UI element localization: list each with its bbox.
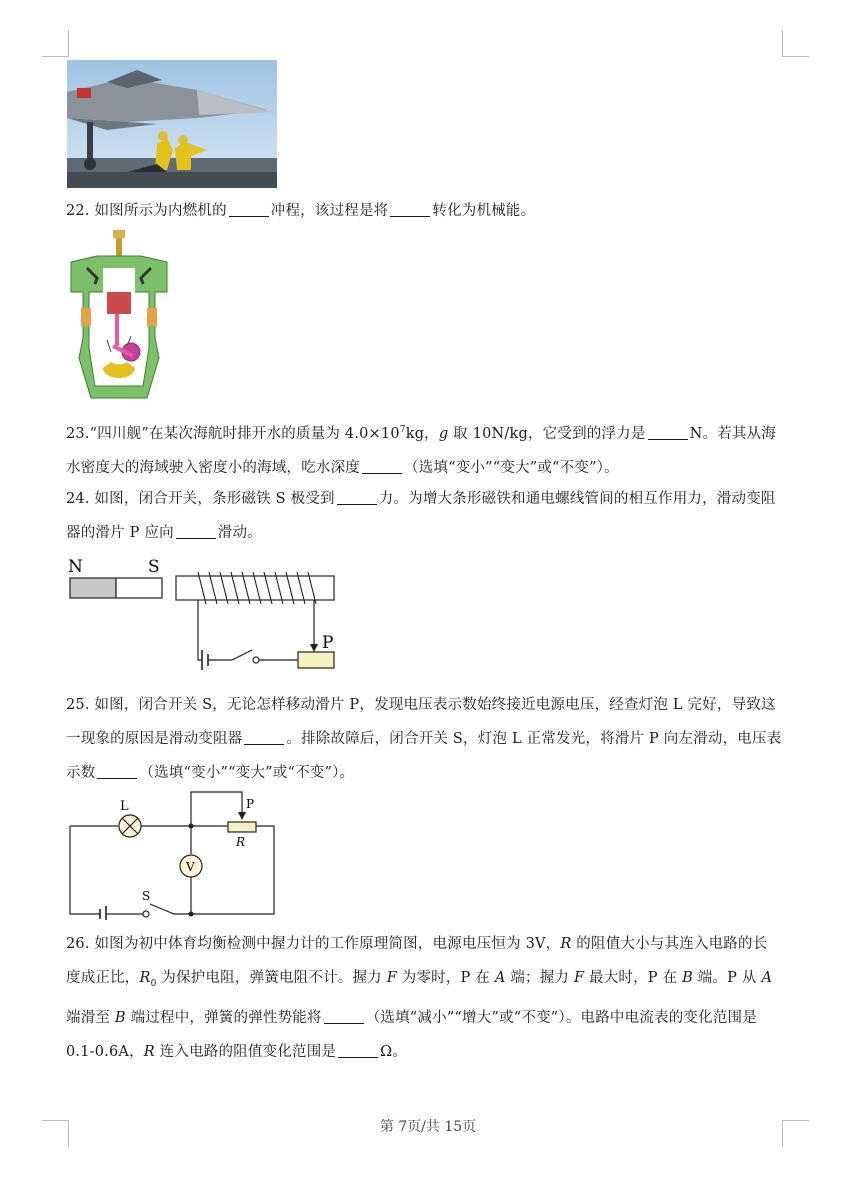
q26-text: 端过程中，弹簧的弹性势能将: [125, 1009, 322, 1026]
q25-text: 25. 如图，闭合开关 S，无论怎样移动滑片 P，发现电压表示数始终接近电源电压，经查灯泡 L 完好，导致这一现象的原因是滑动变阻器: [66, 697, 776, 747]
q23-text: kg，: [405, 425, 439, 442]
q22-text: 22. 如图所示为内燃机的: [66, 203, 227, 219]
q26-text: 端。P 从: [692, 970, 762, 986]
crop-mark-top-right: [782, 30, 809, 57]
variable-b: B: [114, 1009, 126, 1026]
label-r: R: [236, 835, 246, 849]
variable-a: A: [494, 970, 506, 986]
q26-text: 为保护电阻，弹簧电阻不计。握力: [156, 970, 387, 986]
variable-g: g: [438, 425, 449, 442]
label-s: S: [142, 889, 151, 903]
answer-blank[interactable]: [97, 764, 137, 779]
answer-blank[interactable]: [338, 1043, 378, 1058]
exponent: 7: [399, 425, 406, 435]
question-24: [66, 482, 782, 550]
question-23: [66, 413, 782, 485]
variable-a: A: [761, 970, 773, 986]
variable-f: F: [573, 970, 585, 986]
switch-s: [150, 904, 191, 914]
battery: [100, 906, 106, 920]
q24-text: 24. 如图，闭合开关，条形磁铁 S 极受到: [66, 491, 335, 507]
q23-text: 取 10N/kg，它受到的浮力是: [448, 425, 646, 442]
variable-r: R: [143, 1043, 155, 1060]
q26-text: 的阻值大小与其连入电路的长度成正比，: [66, 936, 768, 986]
label-v: V: [186, 860, 195, 874]
magnet-n-pole: [70, 578, 116, 598]
magnet-s-pole: [116, 578, 162, 598]
q22-text: 冲程，该过程是将: [270, 203, 389, 219]
q23-text: （选填“变小”“变大”或“不变”）。: [404, 459, 619, 476]
q25-text: （选填“变小”“变大”或“不变”）。: [139, 765, 355, 781]
q26-text: 为零时，P 在: [396, 970, 495, 986]
q23-text: N。若其从海水密度大的海域驶入密度小的海域，吃水深度: [66, 425, 776, 476]
q26-text: Ω。: [380, 1043, 408, 1060]
slider-arrow: [238, 812, 246, 820]
q26-text: 连入电路的阻值变化范围是: [154, 1043, 337, 1060]
q24-text: 滑动。: [217, 525, 262, 541]
variable-r0: R: [139, 970, 151, 986]
answer-blank[interactable]: [324, 1009, 364, 1024]
answer-blank[interactable]: [244, 730, 284, 745]
variable-f: F: [386, 970, 397, 986]
variable-b: B: [682, 970, 693, 986]
switch: [208, 650, 252, 660]
q25-text: 。排除故障后，闭合开关 S，灯泡 L 正常发光，将滑片 P 向左滑动，电压表示数: [66, 731, 782, 781]
answer-blank[interactable]: [176, 524, 216, 539]
magnet-solenoid-diagram: [66, 554, 340, 676]
q23-text: 23.“四川舰”在某次海航时排开水的质量为 4.0×10: [66, 425, 400, 442]
label-n: N: [68, 557, 83, 577]
question-26: [66, 927, 782, 1069]
q26-text: 端滑至: [66, 1009, 115, 1026]
label-l: L: [120, 799, 129, 814]
rheostat: [298, 652, 334, 668]
q26-text: 26. 如图为初中体育均衡检测中握力计的工作原理简图，电源电压恒为 3V，: [66, 936, 561, 952]
lamp-voltmeter-circuit: [66, 790, 280, 920]
slider-arrow: [310, 644, 318, 652]
answer-blank[interactable]: [362, 459, 402, 474]
page-footer: 第 7页/共 15页: [379, 1119, 477, 1135]
label-s: S: [148, 557, 160, 577]
label-p: P: [246, 797, 255, 811]
answer-blank[interactable]: [229, 202, 269, 217]
solenoid-coil: [198, 572, 316, 604]
question-22: [66, 194, 782, 228]
question-25: [66, 688, 782, 790]
q26-text: （选填“减小”“增大”或“不变”）。电路中电流表的变化范围是 0.1-0.6A，: [66, 1009, 757, 1060]
q26-text: 端；握力: [505, 970, 574, 986]
label-p: P: [322, 633, 334, 653]
rheostat-r: [228, 822, 256, 832]
engine-stroke-diagram: [67, 228, 171, 408]
battery: [202, 650, 208, 670]
q24-text: 力。为增大条形磁铁和通电螺线管间的相互作用力，滑动变阻器的滑片 P 应向: [66, 491, 776, 541]
crop-mark-top-left: [42, 30, 69, 57]
q26-text: 最大时，P 在: [584, 970, 683, 986]
answer-blank[interactable]: [648, 425, 688, 440]
variable-r: R: [560, 936, 572, 952]
subscript-0: 0: [150, 978, 157, 989]
q22-text: 转化为机械能。: [432, 203, 536, 219]
carrier-jet-photo: [67, 60, 277, 188]
answer-blank[interactable]: [337, 490, 377, 505]
answer-blank[interactable]: [390, 202, 430, 217]
